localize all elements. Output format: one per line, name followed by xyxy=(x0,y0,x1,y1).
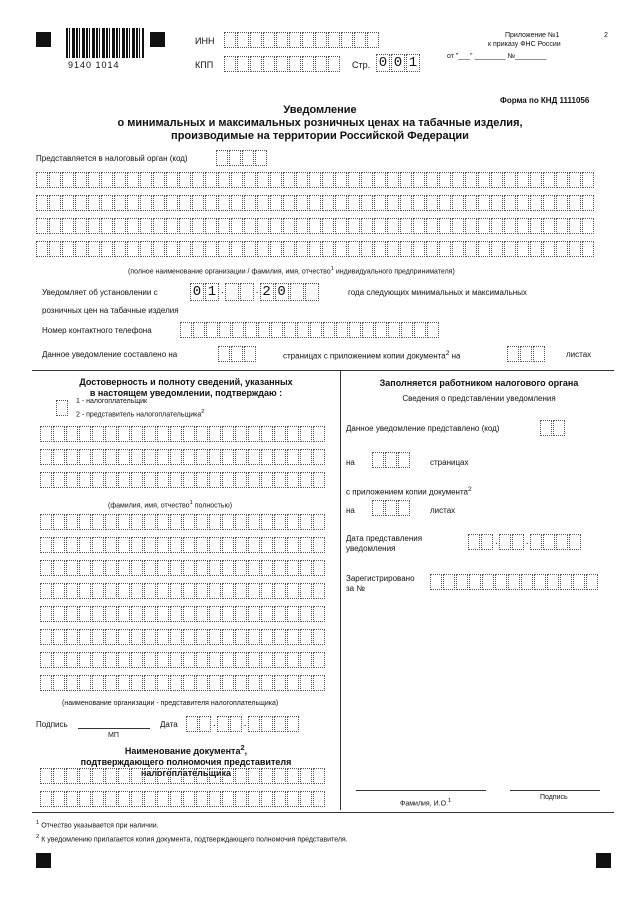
notify-date[interactable]: 0 1 . . 2 0 xyxy=(190,283,320,301)
notify-cont2: розничных цен на табачные изделия xyxy=(42,306,179,315)
date-label: Дата xyxy=(160,720,178,729)
sign-date-cells[interactable]: . . xyxy=(186,716,300,732)
fio-label: Фамилия, И.О.$^1$ xyxy=(400,798,452,808)
pages-mid: страницах с приложением копии документа$^2$ на xyxy=(283,350,461,361)
corner-mark-tr xyxy=(150,32,165,47)
fio-grid[interactable] xyxy=(40,426,326,495)
phone-label: Номер контактного телефона xyxy=(42,326,152,335)
presented-code-cells[interactable] xyxy=(540,420,566,436)
fio-caption: (фамилия, имя, отчество$^1$ полностью) xyxy=(108,500,233,510)
sheets-count-cells[interactable] xyxy=(372,500,411,516)
registered-label: Зарегистрировано за № xyxy=(346,574,415,593)
doc-head: Наименование документа$^2$, подтверждающего полномочия представителя налогоплательщика xyxy=(80,743,292,778)
sheets-cells[interactable] xyxy=(507,346,546,362)
sign-label: Подпись xyxy=(36,720,68,729)
appendix-line2: к приказу ФНС России xyxy=(488,41,561,48)
signature-line[interactable] xyxy=(510,790,600,791)
footnote-divider xyxy=(32,812,614,813)
footnote-2: $^2$ К уведомлению прилагается копия документа, подтверждающего полномочия представителя. xyxy=(36,834,348,844)
pages-end: листах xyxy=(566,350,592,359)
signer-type-cell[interactable] xyxy=(56,400,69,416)
notify-cont: года следующих минимальных и максимальных xyxy=(348,288,527,297)
corner-mark-bl xyxy=(36,853,51,868)
org-name-grid[interactable] xyxy=(36,172,595,264)
barcode xyxy=(66,28,144,58)
tax-authority-label: Представляется в налоговый орган (код) xyxy=(36,154,188,163)
appendix-line1: Приложение №1 xyxy=(505,32,560,39)
doc-grid[interactable] xyxy=(40,768,326,814)
sign-line[interactable] xyxy=(78,728,150,729)
corner-mark-tl xyxy=(36,32,51,47)
on-label: на xyxy=(346,458,355,467)
option-representative: 2 - представитель налогоплательщика$^2$ xyxy=(76,409,205,419)
signature-label: Подпись xyxy=(540,794,568,801)
registration-number-cells[interactable] xyxy=(430,574,599,590)
pages-label: Данное уведомление составлено на xyxy=(42,350,178,359)
barcode-number: 9140 1014 xyxy=(68,60,120,70)
presented-label: Данное уведомление представлено (код) xyxy=(346,424,500,433)
page-number: 2 xyxy=(604,32,608,39)
pages-cells[interactable] xyxy=(218,346,257,362)
stamp-label: МП xyxy=(108,732,119,739)
option-taxpayer: 1 - налогоплательщик xyxy=(76,398,148,405)
page-label: Стр. xyxy=(352,60,371,70)
sheets-word: листах xyxy=(430,506,456,515)
org-name-caption: (полное наименование организации / фамилия, имя, отчество$^1$ индивидуального предпринимателя) xyxy=(128,266,455,276)
on2-label: на xyxy=(346,506,355,515)
left-head: Достоверность и полноту сведений, указанных в настоящем уведомлении, подтверждаю : xyxy=(79,377,293,398)
pages-count-cells[interactable] xyxy=(372,452,411,468)
tax-authority-cells[interactable] xyxy=(216,150,268,166)
form-code: Форма по КНД 1111056 xyxy=(500,96,590,105)
inn-cells[interactable] xyxy=(224,32,380,48)
rep-org-grid[interactable] xyxy=(40,514,326,698)
corner-mark-br xyxy=(596,853,611,868)
fio-line[interactable] xyxy=(356,790,486,791)
form-title: Уведомление о минимальных и максимальных розничных ценах на табачные изделия, производимые на территории Российской Федерации xyxy=(117,104,523,142)
inn-label: ИНН xyxy=(195,36,215,46)
kpp-cells[interactable] xyxy=(224,56,341,72)
column-divider xyxy=(340,370,341,810)
page-cells[interactable]: 0 0 1 xyxy=(376,54,421,72)
footnote-1: $^1$ Отчество указывается при наличии. xyxy=(36,820,159,830)
copy-label: с приложением копии документа$^2$ xyxy=(346,486,472,497)
appendix-line3: от "___" ________ №________ xyxy=(447,53,547,60)
phone-cells[interactable] xyxy=(180,322,440,338)
notify-label: Уведомляет об установлении с xyxy=(42,288,158,297)
presentation-date-label: Дата представления уведомления xyxy=(346,534,423,553)
section-divider xyxy=(32,370,614,371)
right-head: Заполняется работником налогового органа xyxy=(379,378,579,388)
pages-word: страницах xyxy=(430,458,469,467)
right-subhead: Сведения о представлении уведомления xyxy=(402,394,556,403)
presentation-date-cells[interactable]: . . xyxy=(468,534,582,550)
kpp-label: КПП xyxy=(195,60,214,70)
rep-org-caption: (наименование организации - представителя налогоплательщика) xyxy=(62,700,279,707)
